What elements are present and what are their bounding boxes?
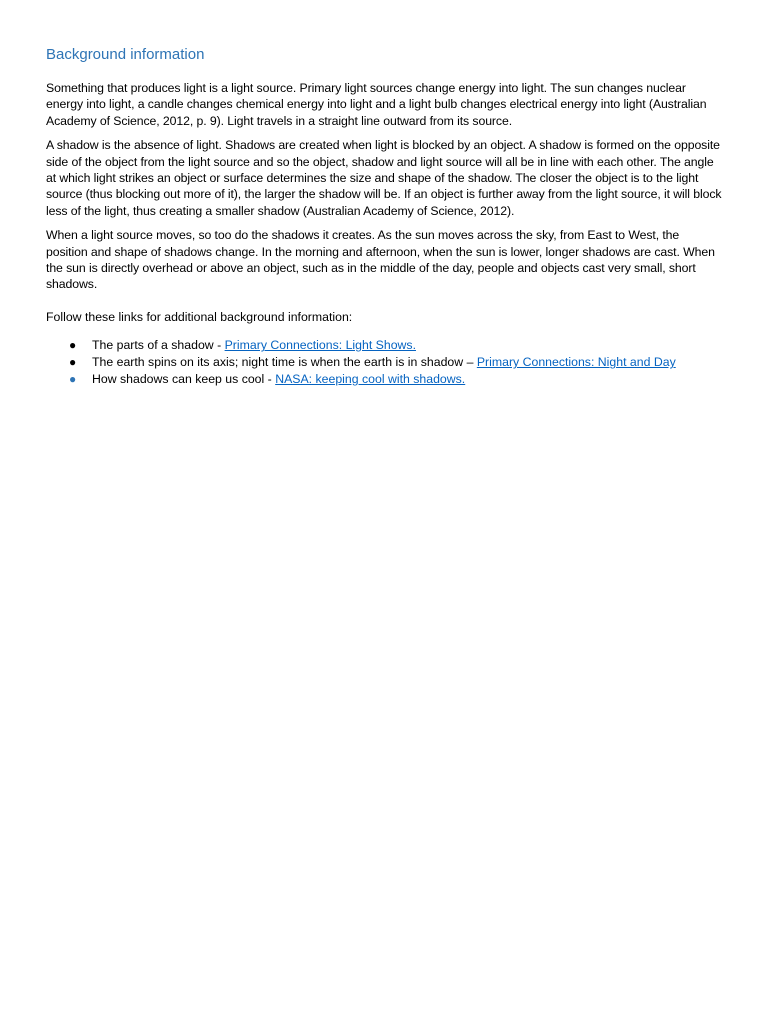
list-item-text: How shadows can keep us cool - bbox=[92, 372, 276, 387]
link-nasa-keeping-cool[interactable]: NASA: keeping cool with shadows. bbox=[275, 372, 466, 387]
links-list bbox=[46, 337, 722, 388]
section-heading: Background information bbox=[46, 46, 205, 63]
list-item bbox=[46, 354, 722, 371]
paragraph-shadows: A shadow is the absence of light. Shadows are created when light is blocked by an object. A shadow is formed on the opposite side of the object from the light source and so the object, shadow and light source will all be in line with each other. The angle at which light strikes an object or surface determines the size and shape of the shadow. The closer the object is to the light source (thus blocking out more of it), the larger the shadow will be. If an object is further away from the light source, it will block less of the light, thus creating a smaller shadow (Australian Academy of Science, 2012). bbox=[46, 138, 722, 218]
list-item-text: The earth spins on its axis; night time is when the earth is in shadow – bbox=[92, 355, 477, 370]
link-night-and-day[interactable]: Primary Connections: Night and Day bbox=[476, 355, 676, 370]
document-page bbox=[46, 44, 722, 388]
bullet-icon: ● bbox=[69, 372, 77, 387]
bullet-icon: ● bbox=[69, 355, 77, 370]
links-intro: Follow these links for additional background information: bbox=[46, 309, 353, 324]
link-light-shows[interactable]: Primary Connections: Light Shows. bbox=[224, 338, 416, 353]
list-item-text: The parts of a shadow - bbox=[92, 338, 225, 353]
paragraph-light-sources: Something that produces light is a light source. Primary light sources change energy into light. The sun changes nuclear energy into light, a candle changes chemical energy into light and a light bulb changes electrical energy into light (Australian Academy of Science, 2012, p. 9). Light travels in a straight line outward from its source. bbox=[46, 81, 707, 128]
list-item bbox=[46, 337, 722, 354]
list-item bbox=[46, 371, 722, 388]
paragraph-moving-light: When a light source moves, so too do the shadows it creates. As the sun moves across the sky, from East to West, the position and shape of shadows change. In the morning and afternoon, when the sun is lower, longer shadows are cast. When the sun is directly overhead or above an object, such as in the middle of the day, people and objects cast very small, short shadows. bbox=[46, 228, 715, 292]
bullet-icon: ● bbox=[69, 338, 77, 353]
